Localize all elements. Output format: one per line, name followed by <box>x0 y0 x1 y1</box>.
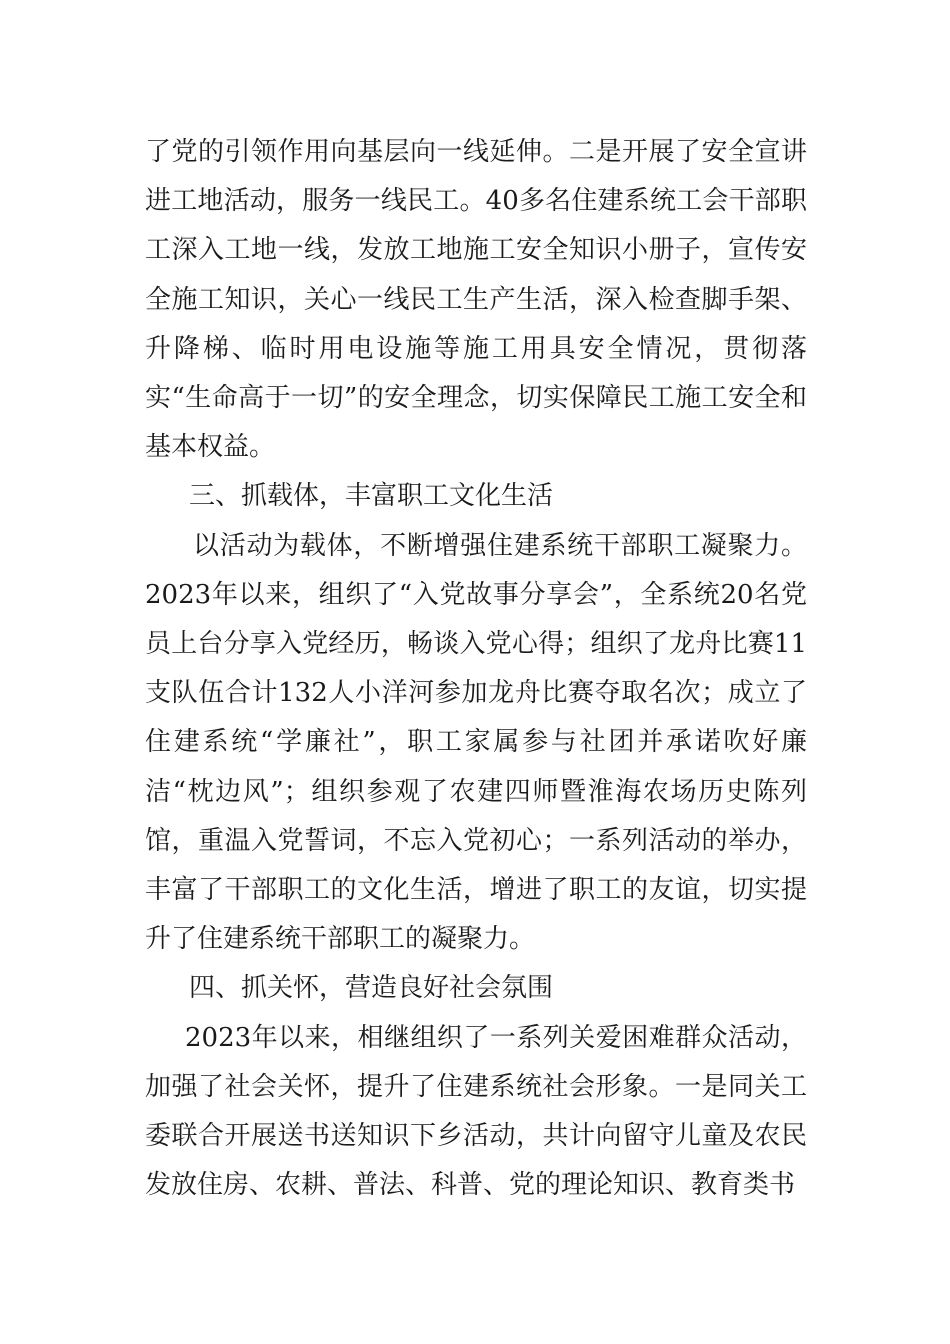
paragraph-safety-campaign: 了党的引领作用向基层向一线延伸。二是开展了安全宣讲进工地活动，服务一线民工。40多名住建系统工会干部职工深入工地一线，发放工地施工安全知识小册子，宣传安全施工知识，关心一线民工生产生活，深入检查脚手架、升降梯、临时用电设施等施工用具安全情况，贯彻落实“生命高于一切”的安全理念，切实保障民工施工安全和基本权益。 <box>145 137 807 463</box>
paragraph-social-care: 2023年以来，相继组织了一系列关爱困难群众活动，加强了社会关怀，提升了住建系统社会形象。一是同关工委联合开展送书送知识下乡活动，共计向留守儿童及农民发放住房、农耕、普法、科普、党的理论知识、教育类书 <box>145 1022 807 1201</box>
document-body <box>145 128 807 1210</box>
paragraph-cultural-activities: 以活动为载体，不断增强住建系统干部职工凝聚力。2023年以来，组织了“入党故事分享会”，全系统20名党员上台分享入党经历，畅谈入党心得；组织了龙舟比赛11支队伍合计132人小洋河参加龙舟比赛夺取名次；成立了住建系统“学廉社”，职工家属参与社团并承诺吹好廉洁“枕边风”；组织参观了农建四师暨淮海农场历史陈列馆，重温入党誓词，不忘入党初心；一系列活动的举办，丰富了干部职工的文化生活，增进了职工的友谊，切实提升了住建系统干部职工的凝聚力。 <box>145 530 807 955</box>
section-heading-3: 三、抓载体，丰富职工文化生活 <box>189 481 554 512</box>
section-heading-4: 四、抓关怀，营造良好社会氛围 <box>189 973 554 1004</box>
